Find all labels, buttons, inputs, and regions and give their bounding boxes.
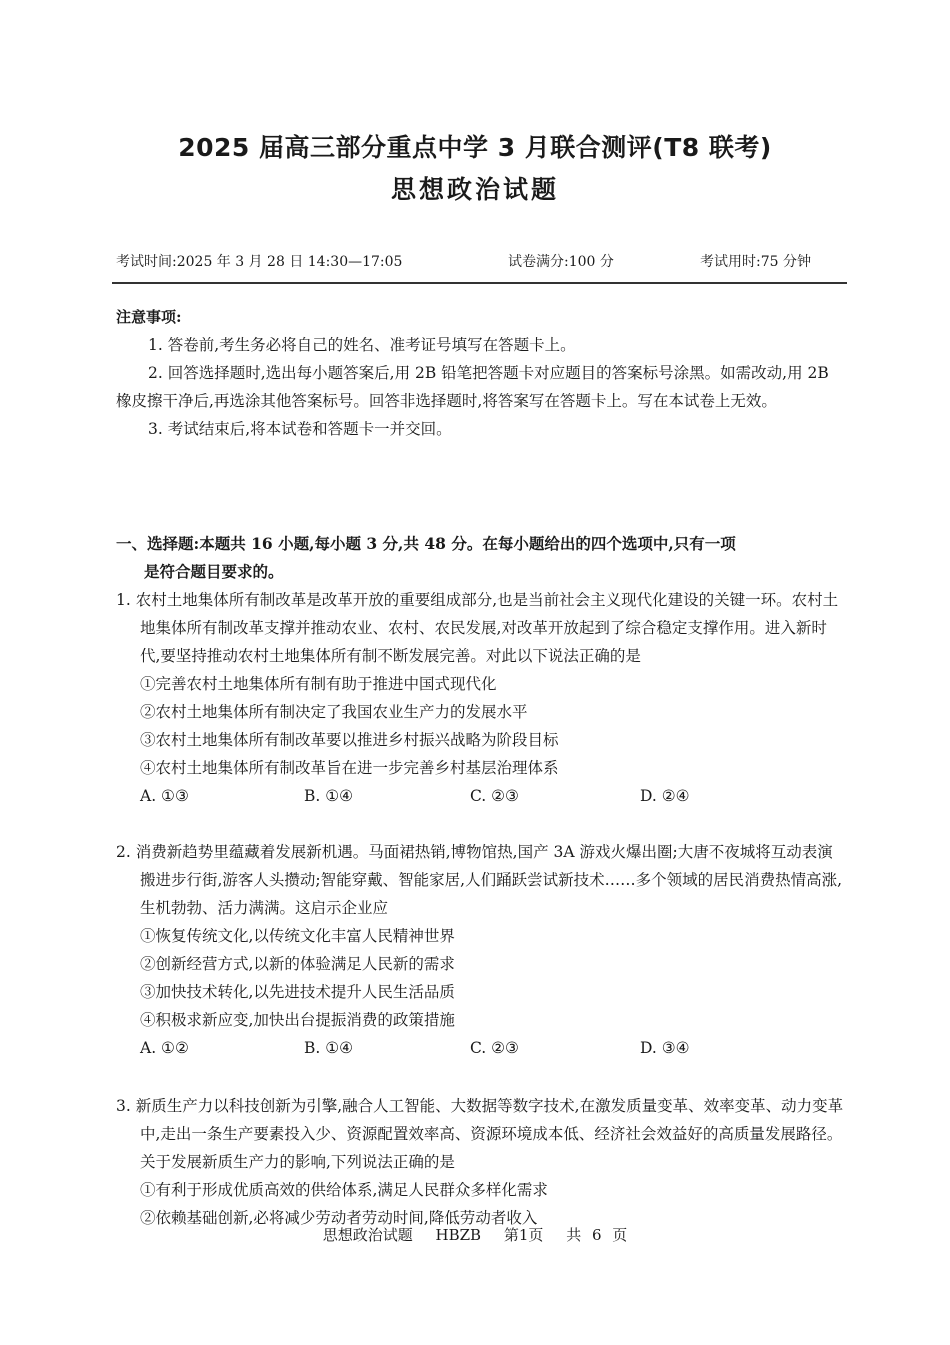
statement-option: ④农村土地集体所有制改革旨在进一步完善乡村基层治理体系 — [140, 759, 559, 777]
exam-score: 试卷满分:100 分 — [508, 254, 614, 270]
note-item: 2. 回答选择题时,选出每小题答案后,用 2B 铅笔把答题卡对应题目的答案标号涂黑。如需改动,用 2B 橡皮擦干净后,再选涂其他答案标号。回答非选择题时,将答案写在答题卡上。写在本试卷上无效。 — [116, 364, 829, 410]
statement-option: ①恢复传统文化,以传统文化丰富人民精神世界 — [140, 927, 455, 945]
note-item: 1. 答卷前,考生务必将自己的姓名、准考证号填写在答题卡上。 — [148, 336, 576, 354]
exam-title: 2025 届高三部分重点中学 3 月联合测评(T8 联考) — [178, 133, 772, 162]
footer-page: 第1页 — [503, 1226, 544, 1244]
footer-code: HBZB — [435, 1226, 482, 1244]
section-heading-line2: 是符合题目要求的。 — [144, 562, 284, 581]
statement-option: ③农村土地集体所有制改革要以推进乡村振兴战略为阶段目标 — [140, 731, 559, 749]
choice-b: B. ①④ — [304, 787, 354, 805]
exam-subtitle: 思想政治试题 — [390, 175, 559, 204]
question-stem: 3. 新质生产力以科技创新为引擎,融合人工智能、大数据等数字技术,在激发质量变革、效率变革、动力变革中,走出一条生产要素投入少、资源配置效率高、资源环境成本低、经济社会效益好的高质量发展路径。关于发展新质生产力的影响,下列说法正确的是 — [116, 1097, 844, 1171]
choice-a: A. ①③ — [140, 787, 189, 805]
choice-c: C. ②③ — [470, 1039, 519, 1057]
statement-option: ④积极求新应变,加快出台提振消费的政策措施 — [140, 1011, 455, 1029]
header-divider — [112, 282, 847, 284]
section-heading — [116, 530, 846, 586]
choice-b: B. ①④ — [304, 1039, 354, 1057]
choice-c: C. ②③ — [470, 787, 519, 805]
notes-list — [116, 331, 846, 443]
answer-choices — [116, 782, 846, 810]
statement-option: ②农村土地集体所有制决定了我国农业生产力的发展水平 — [140, 703, 528, 721]
statement-option: ②创新经营方式,以新的体验满足人民新的需求 — [140, 955, 455, 973]
choice-d: D. ②④ — [640, 787, 690, 805]
statement-option: ①有利于形成优质高效的供给体系,满足人民群众多样化需求 — [140, 1181, 548, 1199]
statement-option: ①完善农村土地集体所有制有助于推进中国式现代化 — [140, 675, 497, 693]
question-stem: 1. 农村土地集体所有制改革是改革开放的重要组成部分,也是当前社会主义现代化建设的关键一环。农村土地集体所有制改革支撑并推动农业、农村、农民发展,对改革开放起到了综合稳定支撑作用。进入新时代,要坚持推动农村土地集体所有制不断发展完善。对此以下说法正确的是 — [116, 591, 839, 665]
exam-info-row — [116, 251, 846, 273]
question-1 — [116, 586, 846, 810]
question-3 — [116, 1092, 846, 1232]
page-footer — [0, 1224, 950, 1245]
notes-title: 注意事项: — [116, 308, 182, 326]
exam-time: 考试时间:2025 年 3 月 28 日 14:30—17:05 — [116, 254, 403, 270]
question-2 — [116, 838, 846, 1062]
note-item: 3. 考试结束后,将本试卷和答题卡一并交回。 — [148, 420, 452, 438]
footer-total: 共 6 页 — [566, 1226, 628, 1244]
exam-duration: 考试用时:75 分钟 — [700, 254, 811, 270]
choice-d: D. ③④ — [640, 1039, 690, 1057]
answer-choices — [116, 1034, 846, 1062]
section-heading-line1: 一、选择题:本题共 16 小题,每小题 3 分,共 48 分。在每小题给出的四个选项中,只有一项 — [116, 534, 736, 553]
footer-subject: 思想政治试题 — [322, 1226, 413, 1244]
statement-option: ③加快技术转化,以先进技术提升人民生活品质 — [140, 983, 455, 1001]
choice-a: A. ①② — [140, 1039, 189, 1057]
statement-option: ②依赖基础创新,必将减少劳动者劳动时间,降低劳动者收入 — [140, 1209, 538, 1227]
question-stem: 2. 消费新趋势里蕴藏着发展新机遇。马面裙热销,博物馆热,国产 3A 游戏火爆出圈;大唐不夜城将互动表演搬进步行街,游客人头攒动;智能穿戴、智能家居,人们踊跃尝试新技术……多个领域的居民消费热情高涨,生机勃勃、活力满满。这启示企业应 — [116, 843, 843, 917]
